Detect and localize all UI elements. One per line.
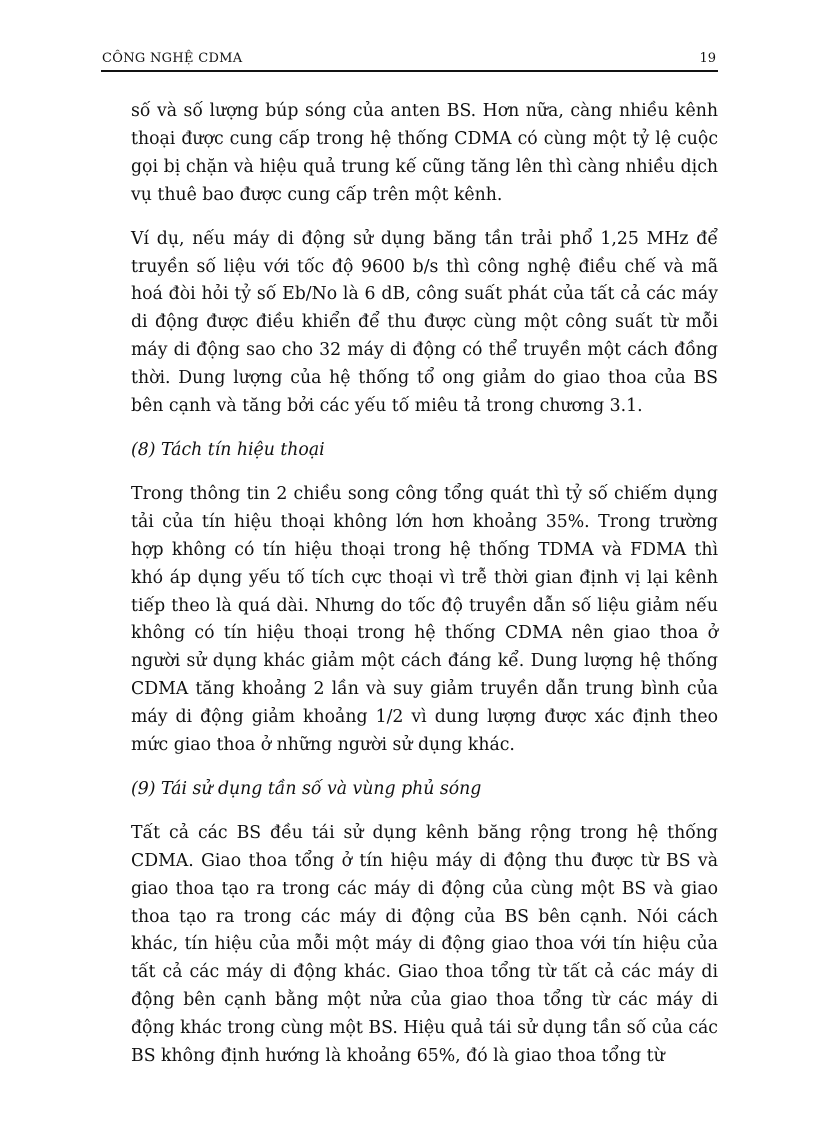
header-title: CÔNG NGHỆ CDMA xyxy=(102,51,243,66)
section-heading-voice-activity: (8) Tách tín hiệu thoại xyxy=(131,439,325,460)
paragraph-bs-capacity: số và số lượng búp sóng của anten BS. Hơn nữa, càng nhiều kênh thoại được cung cấp trong hệ thống CDMA có cùng một tỷ lệ cuộc gọi bị chặn và hiệu quả trung kế cũng tăng lên thì càng nhiều dịch vụ thuê bao được cung cấp trên một kênh. xyxy=(131,101,718,205)
page-body xyxy=(131,98,718,1071)
section-heading-frequency-reuse: (9) Tái sử dụng tần số và vùng phủ sóng xyxy=(131,778,482,799)
paragraph-voice-activity: Trong thông tin 2 chiều song công tổng quát thì tỷ số chiếm dụng tải của tín hiệu thoại không lớn hơn khoảng 35%. Trong trường hợp không có tín hiệu thoại trong hệ thống TDMA và FDMA thì khó áp dụng yếu tố tích cực thoại vì trễ thời gian định vị lại kênh tiếp theo là quá dài. Nhưng do tốc độ truyền dẫn số liệu giảm nếu không có tín hiệu thoại trong hệ thống CDMA nên giao thoa ở người sử dụng khác giảm một cách đáng kể. Dung lượng hệ thống CDMA tăng khoảng 2 lần và suy giảm truyền dẫn trung bình của máy di động giảm khoảng 1/2 vì dung lượng được xác định theo mức giao thoa ở những người sử dụng khác. xyxy=(131,483,718,756)
page-number: 19 xyxy=(699,51,716,66)
paragraph-frequency-reuse: Tất cả các BS đều tái sử dụng kênh băng rộng trong hệ thống CDMA. Giao thoa tổng ở tín hiệu máy di động thu được từ BS và giao thoa tạo ra trong các máy di động của cùng một BS và giao thoa tạo ra trong các máy di động của BS bên cạnh. Nói cách khác, tín hiệu của mỗi một máy di động giao thoa với tín hiệu của tất cả các máy di động khác. Giao thoa tổng từ tất cả các máy di động bên cạnh bằng một nửa của giao thoa tổng từ các máy di động khác trong cùng một BS. Hiệu quả tái sử dụng tần số của các BS không định hướng là khoảng 65%, đó là giao thoa tổng từ xyxy=(131,822,718,1067)
paragraph-example: Ví dụ, nếu máy di động sử dụng băng tần trải phổ 1,25 MHz để truyền số liệu với tốc độ 9600 b/s thì công nghệ điều chế và mã hoá đòi hỏi tỷ số Eb/No là 6 dB, công suất phát của tất cả các máy di động được điều khiển để thu được cùng một công suất từ mỗi máy di động sao cho 32 máy di động có thể truyền một cách đồng thời. Dung lượng của hệ thống tổ ong giảm do giao thoa của BS bên cạnh và tăng bởi các yếu tố miêu tả trong chương 3.1. xyxy=(131,228,718,417)
running-header xyxy=(101,50,718,72)
